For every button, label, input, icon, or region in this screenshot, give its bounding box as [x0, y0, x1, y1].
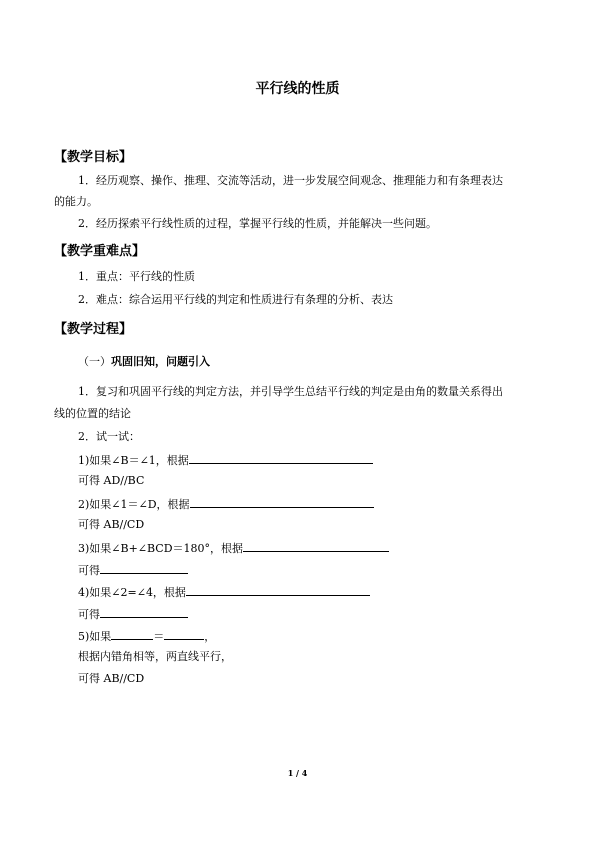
question-3 [78, 540, 389, 556]
question-3-result [78, 562, 188, 578]
question-5-comma: ， [204, 630, 216, 643]
question-5-blank-left [111, 628, 153, 640]
question-5-prefix: 5)如果 [78, 630, 112, 643]
question-4-result [78, 606, 188, 622]
question-1-text: 1)如果∠B＝∠1，根据 [78, 454, 189, 467]
question-5 [78, 628, 215, 644]
subheading-text: 巩固旧知，问题引入 [111, 355, 210, 368]
question-5-blank-right [164, 628, 204, 640]
subheading-number: （一） [78, 355, 111, 368]
question-1-blank [189, 452, 373, 464]
question-5-result: 可得 AB//CD [78, 672, 145, 685]
key-points-heading: 【教学重难点】 [54, 244, 146, 259]
process-item-2: 2．试一试： [78, 430, 140, 443]
question-3-blank [243, 540, 389, 552]
question-3-text: 3)如果∠B+∠BCD＝180°，根据 [78, 542, 244, 555]
process-item-1-line-1: 1．复习和巩固平行线的判定方法，并引导学生总结平行线的判定是由角的数量关系得出 [78, 385, 503, 398]
process-heading: 【教学过程】 [54, 322, 133, 337]
question-5-equals: ＝ [153, 630, 165, 643]
page-number: 1 / 4 [287, 768, 308, 778]
objective-2: 2．经历探索平行线性质的过程，掌握平行线的性质，并能解决一些问题。 [78, 217, 437, 230]
question-1-result: 可得 AD//BC [78, 474, 145, 487]
question-2 [78, 496, 374, 512]
question-5-reason: 根据内错角相等，两直线平行， [78, 650, 232, 663]
objective-1-line-2: 的能力。 [54, 195, 98, 208]
question-4-text: 4)如果∠2=∠4，根据 [78, 586, 186, 599]
question-4 [78, 584, 370, 600]
process-subheading-1 [78, 353, 210, 369]
question-3-result-text: 可得 [78, 564, 100, 577]
key-point-1: 1．重点：平行线的性质 [78, 270, 195, 283]
question-2-blank [190, 496, 374, 508]
objectives-heading: 【教学目标】 [54, 150, 133, 165]
objective-1-line-1: 1．经历观察、操作、推理、交流等活动，进一步发展空间观念、推理能力和有条理表达 [78, 174, 503, 187]
question-2-result: 可得 AB//CD [78, 518, 145, 531]
question-2-text: 2)如果∠1＝∠D，根据 [78, 498, 190, 511]
question-1 [78, 452, 373, 468]
question-3-result-blank [100, 562, 188, 574]
key-point-2: 2．难点：综合运用平行线的判定和性质进行有条理的分析、表达 [78, 293, 393, 306]
question-4-result-text: 可得 [78, 608, 100, 621]
page-title: 平行线的性质 [255, 81, 340, 97]
question-4-blank [186, 584, 370, 596]
process-item-1-line-2: 线的位置的结论 [54, 407, 131, 420]
question-4-result-blank [100, 606, 188, 618]
